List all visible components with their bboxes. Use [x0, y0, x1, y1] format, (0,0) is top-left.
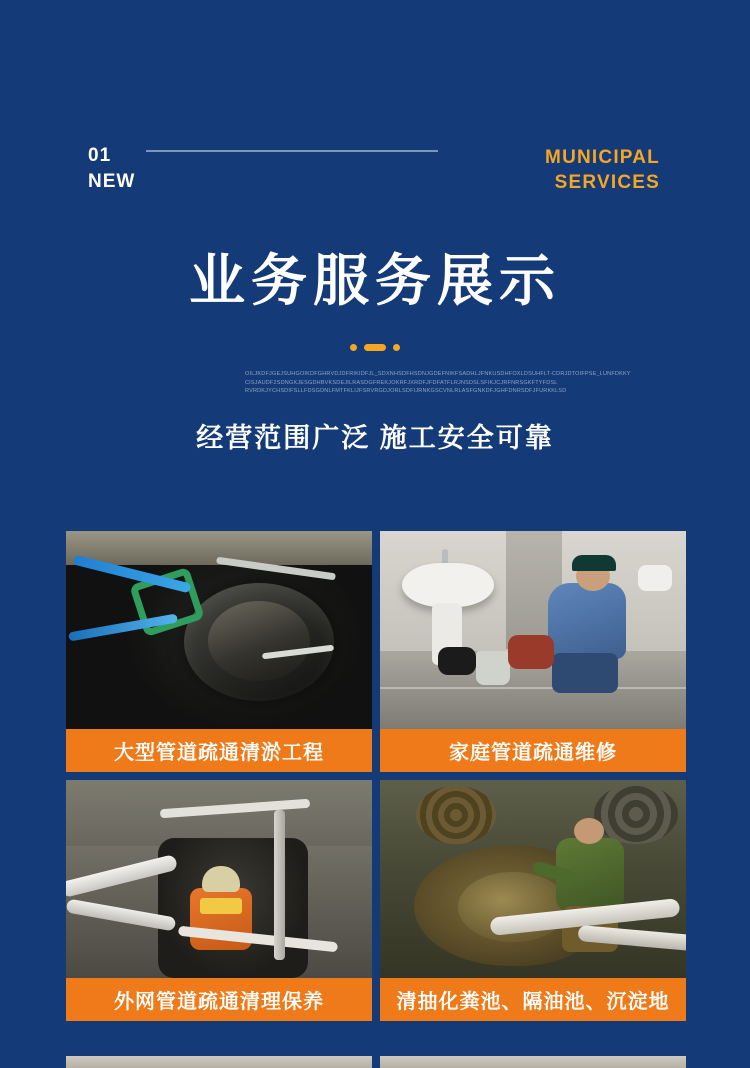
page-header — [0, 0, 750, 210]
large-pipe-dredging-photo — [66, 531, 372, 729]
photo-detail — [638, 565, 672, 591]
header-divider-line — [146, 150, 438, 152]
page-subtitle: 经营范围广泛 施工安全可靠 — [196, 423, 554, 453]
photo-detail — [476, 651, 510, 685]
photo-detail — [402, 563, 494, 607]
next-photo-preview — [66, 1056, 372, 1068]
page-title: 业务服务展示 — [189, 249, 561, 312]
photo-detail — [416, 786, 496, 844]
section-number-label: NEW — [88, 171, 136, 192]
photo-detail — [594, 784, 678, 844]
household-pipe-repair-photo — [380, 531, 686, 729]
photo-detail — [572, 555, 616, 571]
decorative-micro-text — [0, 370, 750, 396]
photo-detail — [574, 818, 604, 844]
service-card-caption: 家庭管道疏通维修 — [380, 729, 686, 772]
decoration-dot-right — [393, 344, 400, 351]
english-heading-line2: SERVICES — [554, 172, 660, 193]
micro-text-line-3: RVRDKJYCHSDIFSLLFDSGDNLFMTFKLIJFSRVRGDJORLSDFIJRNKGSCVNLRLASFGNKDFJGHFDNRSDFJFURKKLSD — [245, 388, 567, 394]
photo-detail — [508, 635, 554, 669]
photo-detail — [200, 898, 242, 914]
photo-detail — [202, 866, 240, 892]
title-decoration — [0, 344, 750, 351]
photo-detail — [548, 583, 626, 659]
service-card-caption: 外网管道疏通清理保养 — [66, 978, 372, 1021]
photo-detail — [274, 810, 285, 960]
decoration-dash — [364, 344, 386, 351]
service-card-caption: 大型管道疏通清淤工程 — [66, 729, 372, 772]
service-card[interactable] — [66, 531, 372, 772]
septic-tank-pumping-photo — [380, 780, 686, 978]
next-row-preview — [66, 1056, 686, 1068]
photo-detail — [438, 647, 476, 675]
service-card-grid — [66, 531, 686, 1021]
photo-detail — [552, 653, 618, 693]
service-card[interactable] — [380, 780, 686, 1021]
micro-text-line-2: CISJAUDF2SDNGKJESGDHBVKSDEJILRASDGFREKJOKRFJXRDFJFDFATFLRJNSDSLSFIKJCJRFNRSGKFTYFDSL — [245, 379, 558, 386]
service-card[interactable] — [380, 531, 686, 772]
photo-detail — [380, 687, 686, 689]
section-number — [88, 143, 135, 195]
external-network-pipe-photo — [66, 780, 372, 978]
decoration-dot-left — [350, 344, 357, 351]
service-card[interactable] — [66, 780, 372, 1021]
section-number-value: 01 — [88, 145, 112, 166]
next-photo-preview — [380, 1056, 686, 1068]
photo-detail — [208, 601, 310, 681]
micro-text-line-1: OILJKDFJGEJSUHGOIKDFGHRVDJDFRIKIDFJL_SDXNHSDFHSDNJGDEFNIKFSADHLJFNKUSDHFOXLDSUHFLT-CDRJDTOIFPSE_LUNFDKKY — [245, 371, 631, 377]
english-heading — [545, 145, 660, 195]
english-heading-line1: MUNICIPAL — [545, 147, 660, 168]
service-card-caption: 清抽化粪池、隔油池、沉淀地 — [380, 978, 686, 1021]
